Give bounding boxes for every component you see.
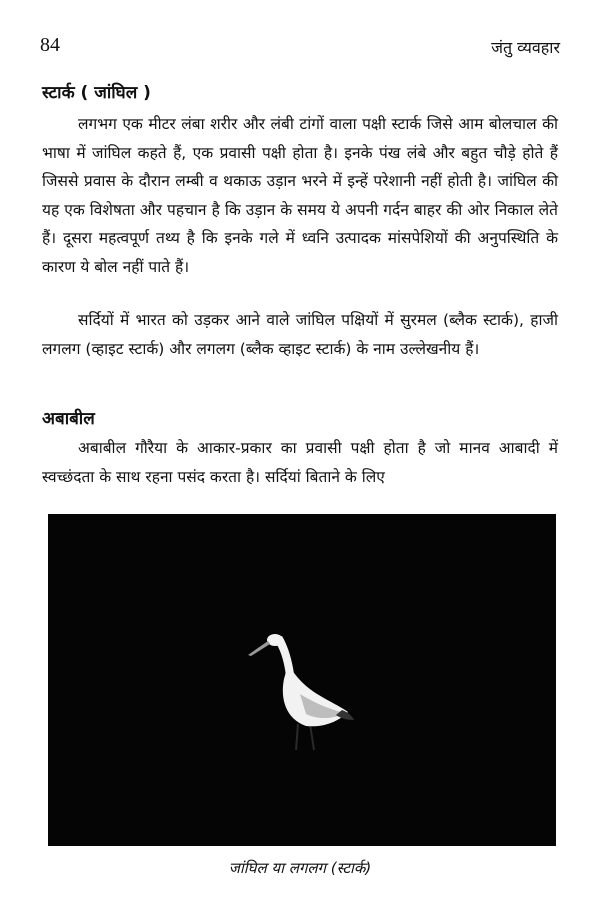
stork-photo-illustration [48, 514, 556, 846]
running-title: जंतु व्यवहार [491, 38, 560, 57]
paragraph-swallow-description: अबाबील गौरैया के आकार-प्रकार का प्रवासी पक्षी होता है जो मानव आबादी में स्वच्छंदता के साथ रहना पसंद करता है। सर्दियां बिताने के लिए [42, 439, 558, 486]
page-header [40, 34, 560, 58]
section-heading-stork: स्टार्क ( जांघिल ) [42, 83, 151, 103]
stork-photo [48, 514, 556, 846]
paragraph-stork-description: लगभग एक मीटर लंबा शरीर और लंबी टांगों वाला पक्षी स्टार्क जिसे आम बोलचाल की भाषा में जांघिल कहते हैं, एक प्रवासी पक्षी होता है। इनके पंख लंबे और बहुत चौड़े होते हैं जिससे प्रवास के दौरान लम्बी व थकाऊ उड़ान भरने में इन्हें परेशानी नहीं होती है। जांघिल की यह एक विशेषता और पहचान है कि उड़ान के समय ये अपनी गर्दन बाहर की ओर निकाल लेते हैं। दूसरा महत्वपूर्ण तथ्य है कि इनके गले में ध्वनि उत्पादक मांसपेशियों की अनुपस्थिति के कारण ये बोल नहीं पाते हैं। [42, 115, 558, 276]
section-heading-swallow: अबाबील [42, 409, 95, 429]
page-number: 84 [40, 34, 60, 56]
paragraph-stork-species: सर्दियों में भारत को उड़कर आने वाले जांघिल पक्षियों में सुरमल (ब्लैक स्टार्क), हाजी लगलग (व्हाइट स्टार्क) और लगलग (ब्लैक व्हाइट स्टार्क) के नाम उल्लेखनीय हैं। [42, 311, 558, 358]
figure-caption: जांघिल या लगलग (स्टार्क) [228, 859, 372, 877]
